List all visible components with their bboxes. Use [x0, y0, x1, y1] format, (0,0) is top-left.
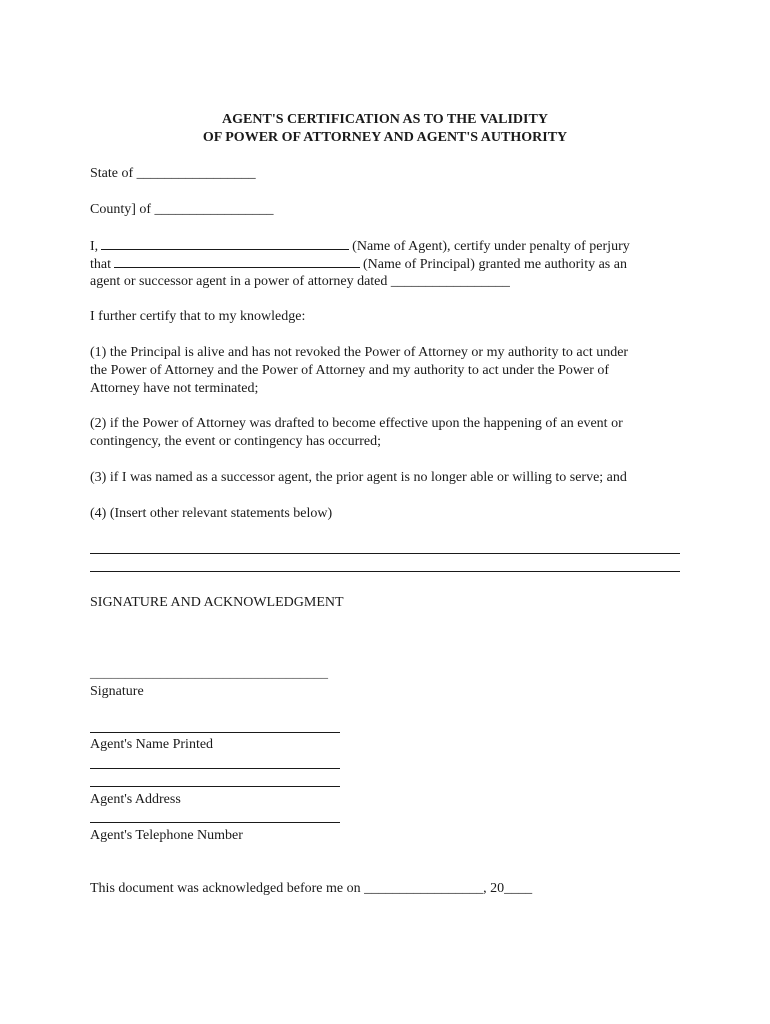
agent-name-line[interactable]: [90, 732, 340, 733]
title-line-2: OF POWER OF ATTORNEY AND AGENT'S AUTHORITY: [202, 130, 568, 145]
agent-prefix: I,: [90, 239, 99, 254]
agent-statement-line-3: agent or successor agent in a power of attorney dated _________________: [90, 274, 510, 289]
state-line: State of _________________: [90, 166, 256, 181]
statement-blank-line-1[interactable]: [90, 553, 680, 554]
signature-label: Signature: [90, 684, 144, 699]
agent-statement-line-2: [90, 255, 627, 274]
agent-name-blank[interactable]: [101, 237, 349, 250]
item-1-line-1: (1) the Principal is alive and has not revoked the Power of Attorney or my authority to act under: [90, 345, 629, 360]
item-1-line-3: Attorney have not terminated;: [90, 381, 259, 396]
agent-phone-line[interactable]: [90, 822, 340, 823]
item-1-line-2: the Power of Attorney and the Power of Attorney and my authority to act under the Power of: [90, 363, 610, 378]
principal-suffix: (Name of Principal) granted me authority as an: [363, 257, 627, 272]
agent-address-line-2[interactable]: [90, 786, 340, 787]
agent-suffix: (Name of Agent), certify under penalty of perjury: [352, 239, 630, 254]
principal-name-blank[interactable]: [114, 255, 360, 268]
statement-blank-line-2[interactable]: [90, 571, 680, 572]
signature-blank[interactable]: __________________________________: [90, 666, 328, 681]
agent-address-label: Agent's Address: [90, 792, 181, 807]
item-3: (3) if I was named as a successor agent, the prior agent is no longer able or willing to serve; and: [90, 470, 627, 485]
item-2-line-2: contingency, the event or contingency has occurred;: [90, 434, 382, 449]
acknowledged-line: This document was acknowledged before me on _________________, 20____: [90, 881, 533, 896]
item-4: (4) (Insert other relevant statements below): [90, 506, 333, 521]
agent-address-line-1[interactable]: [90, 768, 340, 769]
agent-name-label: Agent's Name Printed: [90, 737, 214, 752]
principal-prefix: that: [90, 257, 111, 272]
title-line-1: AGENT'S CERTIFICATION AS TO THE VALIDITY: [222, 112, 548, 127]
county-line: County] of _________________: [90, 202, 274, 217]
agent-statement-line-1: [90, 237, 630, 256]
item-2-line-1: (2) if the Power of Attorney was drafted to become effective upon the happening of an event or: [90, 416, 623, 431]
further-certify: I further certify that to my knowledge:: [90, 309, 306, 324]
agent-phone-label: Agent's Telephone Number: [90, 828, 243, 843]
signature-heading: SIGNATURE AND ACKNOWLEDGMENT: [90, 595, 344, 610]
